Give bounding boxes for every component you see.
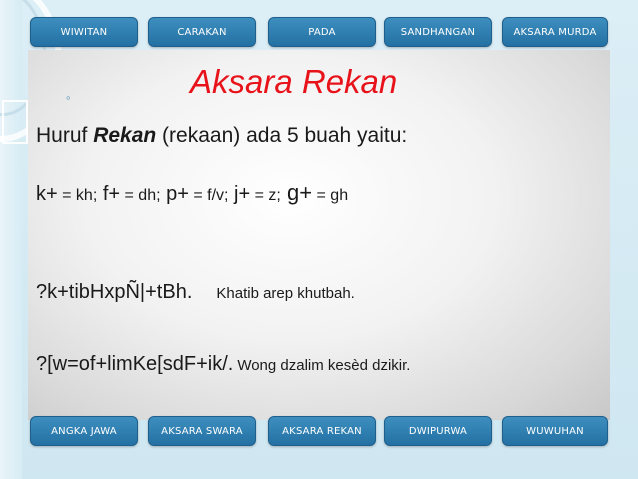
pair-glyph: f+ xyxy=(97,183,121,205)
example-2-gloss: Wong dzalim kesèd dzikir. xyxy=(237,357,411,374)
nav-button-sandhangan[interactable]: SANDHANGAN xyxy=(384,17,492,47)
pair-glyph: g+ xyxy=(280,180,313,205)
nav-button-aksara-swara[interactable]: AKSARA SWARA xyxy=(148,416,256,446)
nav-button-aksara-murda[interactable]: AKSARA MURDA xyxy=(502,17,608,47)
slide-title: Aksara Rekan xyxy=(190,63,398,100)
pair-latin: = gh xyxy=(312,187,349,204)
nav-button-wuwuhan[interactable]: WUWUHAN xyxy=(502,416,608,446)
pair-glyph: p+ xyxy=(160,183,189,205)
example-1-gloss: Khatib arep khutbah. xyxy=(216,285,355,302)
pair-latin: = z; xyxy=(250,187,281,204)
nav-button-angka-jawa[interactable]: ANGKA JAWA xyxy=(30,416,138,446)
example-1 xyxy=(36,281,355,304)
nav-button-carakan[interactable]: CARAKAN xyxy=(148,17,256,47)
nav-button-aksara-rekan[interactable]: AKSARA REKAN xyxy=(268,416,376,446)
intro-text: Huruf Rekan (rekaan) ada 5 buah yaitu: xyxy=(36,124,408,147)
pair-latin: = f/v; xyxy=(188,187,229,204)
example-1-script: ?k+tibHxpÑ|+tBh. xyxy=(36,281,193,303)
nav-button-pada[interactable]: PADA xyxy=(268,17,376,47)
nav-button-wiwitan[interactable]: WIWITAN xyxy=(30,17,138,47)
pair-latin: = dh; xyxy=(120,187,161,204)
pair-glyph: k+ xyxy=(36,183,58,205)
pair-glyph: j+ xyxy=(228,183,251,205)
decorative-frame xyxy=(2,100,28,144)
example-2 xyxy=(36,353,410,376)
bullet-icon: ◦ xyxy=(66,90,71,105)
example-2-script: ?[w=of+limKe[sdF+ik/. xyxy=(36,353,234,375)
rekan-pairs xyxy=(36,180,348,206)
pair-latin: = kh; xyxy=(57,187,98,204)
nav-button-dwipurwa[interactable]: DWIPURWA xyxy=(384,416,492,446)
